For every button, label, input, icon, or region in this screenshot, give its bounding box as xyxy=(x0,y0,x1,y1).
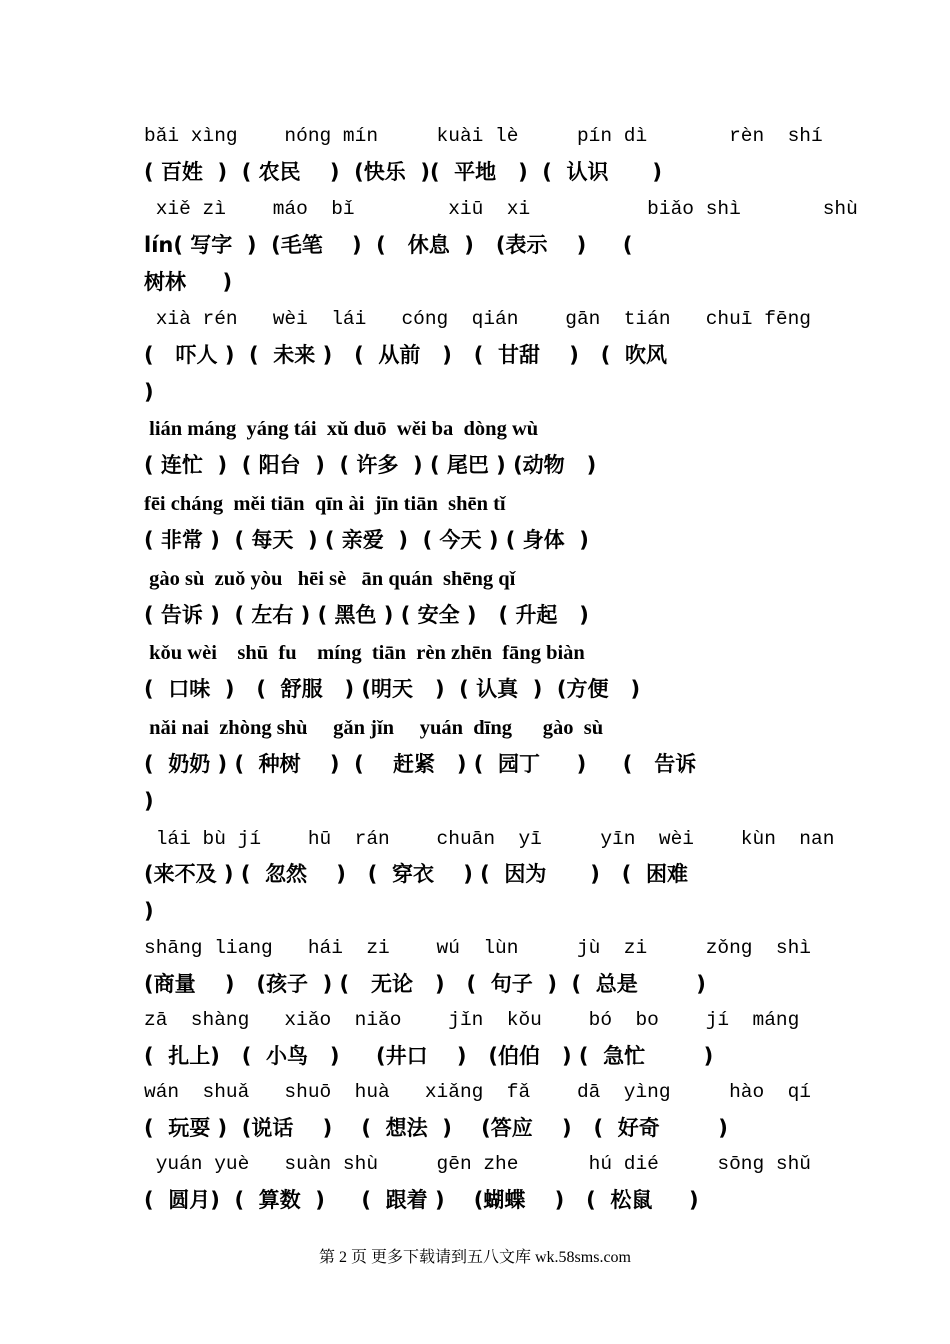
pinyin-line: lián máng yáng tái xǔ duō wěi ba dòng wù xyxy=(144,418,539,440)
answer-line: ( 吓人 ) ( 未来 ) ( 从前 ) ( 甘甜 ) ( 吹风 xyxy=(144,343,668,367)
answer-line: ) xyxy=(144,899,154,923)
answer-line: ( 非常 ) ( 每天 ) ( 亲爱 ) ( 今天 ) ( 身体 ) xyxy=(144,528,589,552)
pinyin-line: kǒu wèi shū fu míng tiān rèn zhēn fāng biàn xyxy=(144,642,585,664)
answer-line: lín( 写字 ) (毛笔 ) ( 休息 ) (表示 ) ( xyxy=(144,233,633,257)
answer-line: (来不及 ) ( 忽然 ) ( 穿衣 ) ( 因为 ) ( 困难 xyxy=(144,862,689,886)
answer-line: ( 扎上) ( 小鸟 ) (井口 ) (伯伯 ) ( 急忙 ) xyxy=(144,1044,714,1068)
answer-line: ( 玩耍 ) (说话 ) ( 想法 ) (答应 ) ( 好奇 ) xyxy=(144,1116,728,1140)
answer-line: ( 圆月) ( 算数 ) ( 跟着 ) (蝴蝶 ) ( 松鼠 ) xyxy=(144,1188,699,1212)
pinyin-line: lái bù jí hū rán chuān yī yīn wèi kùn nan xyxy=(144,828,835,850)
pinyin-line: xiě zì máo bǐ xiū xi biǎo shì shù xyxy=(144,198,858,220)
answer-line: ( 百姓 ) ( 农民 ) (快乐 )( 平地 ) ( 认识 ) xyxy=(144,160,662,184)
answer-line: ( 连忙 ) ( 阳台 ) ( 许多 ) ( 尾巴 ) (动物 ) xyxy=(144,453,597,477)
answer-line: ) xyxy=(144,789,154,813)
pinyin-line: wán shuǎ shuō huà xiǎng fǎ dā yìng hào qí xyxy=(144,1081,812,1103)
pinyin-line: zā shàng xiǎo niǎo jǐn kǒu bó bo jí máng xyxy=(144,1009,800,1031)
pinyin-line: fēi cháng měi tiān qīn ài jīn tiān shēn tǐ xyxy=(144,493,506,515)
answer-line: ) xyxy=(144,380,154,404)
page-footer: 第 2 页 更多下载请到五八文库 wk.58sms.com xyxy=(318,1249,631,1266)
answer-line: (商量 ) (孩子 ) ( 无论 ) ( 句子 ) ( 总是 ) xyxy=(144,972,706,996)
pinyin-line: shāng liang hái zi wú lùn jù zi zǒng shì xyxy=(144,937,812,959)
answer-line: ( 口味 ) ( 舒服 ) (明天 ) ( 认真 ) (方便 ) xyxy=(144,677,641,701)
pinyin-line: bǎi xìng nóng mín kuài lè pín dì rèn shí xyxy=(144,125,823,147)
answer-line: ( 告诉 ) ( 左右 ) ( 黑色 ) ( 安全 ) ( 升起 ) xyxy=(144,603,589,627)
pinyin-line: yuán yuè suàn shù gēn zhe hú dié sōng shǔ xyxy=(144,1153,812,1175)
pinyin-line: xià rén wèi lái cóng qián gān tián chuī fēng xyxy=(144,308,812,330)
answer-line: 树林 ) xyxy=(144,270,233,294)
answer-line: ( 奶奶 ) ( 种树 ) ( 赶紧 ) ( 园丁 ) ( 告诉 xyxy=(144,752,697,776)
pinyin-line: nǎi nai zhòng shù gǎn jǐn yuán dīng gào sù xyxy=(144,717,604,739)
pinyin-line: gào sù zuǒ yòu hēi sè ān quán shēng qǐ xyxy=(144,568,516,590)
